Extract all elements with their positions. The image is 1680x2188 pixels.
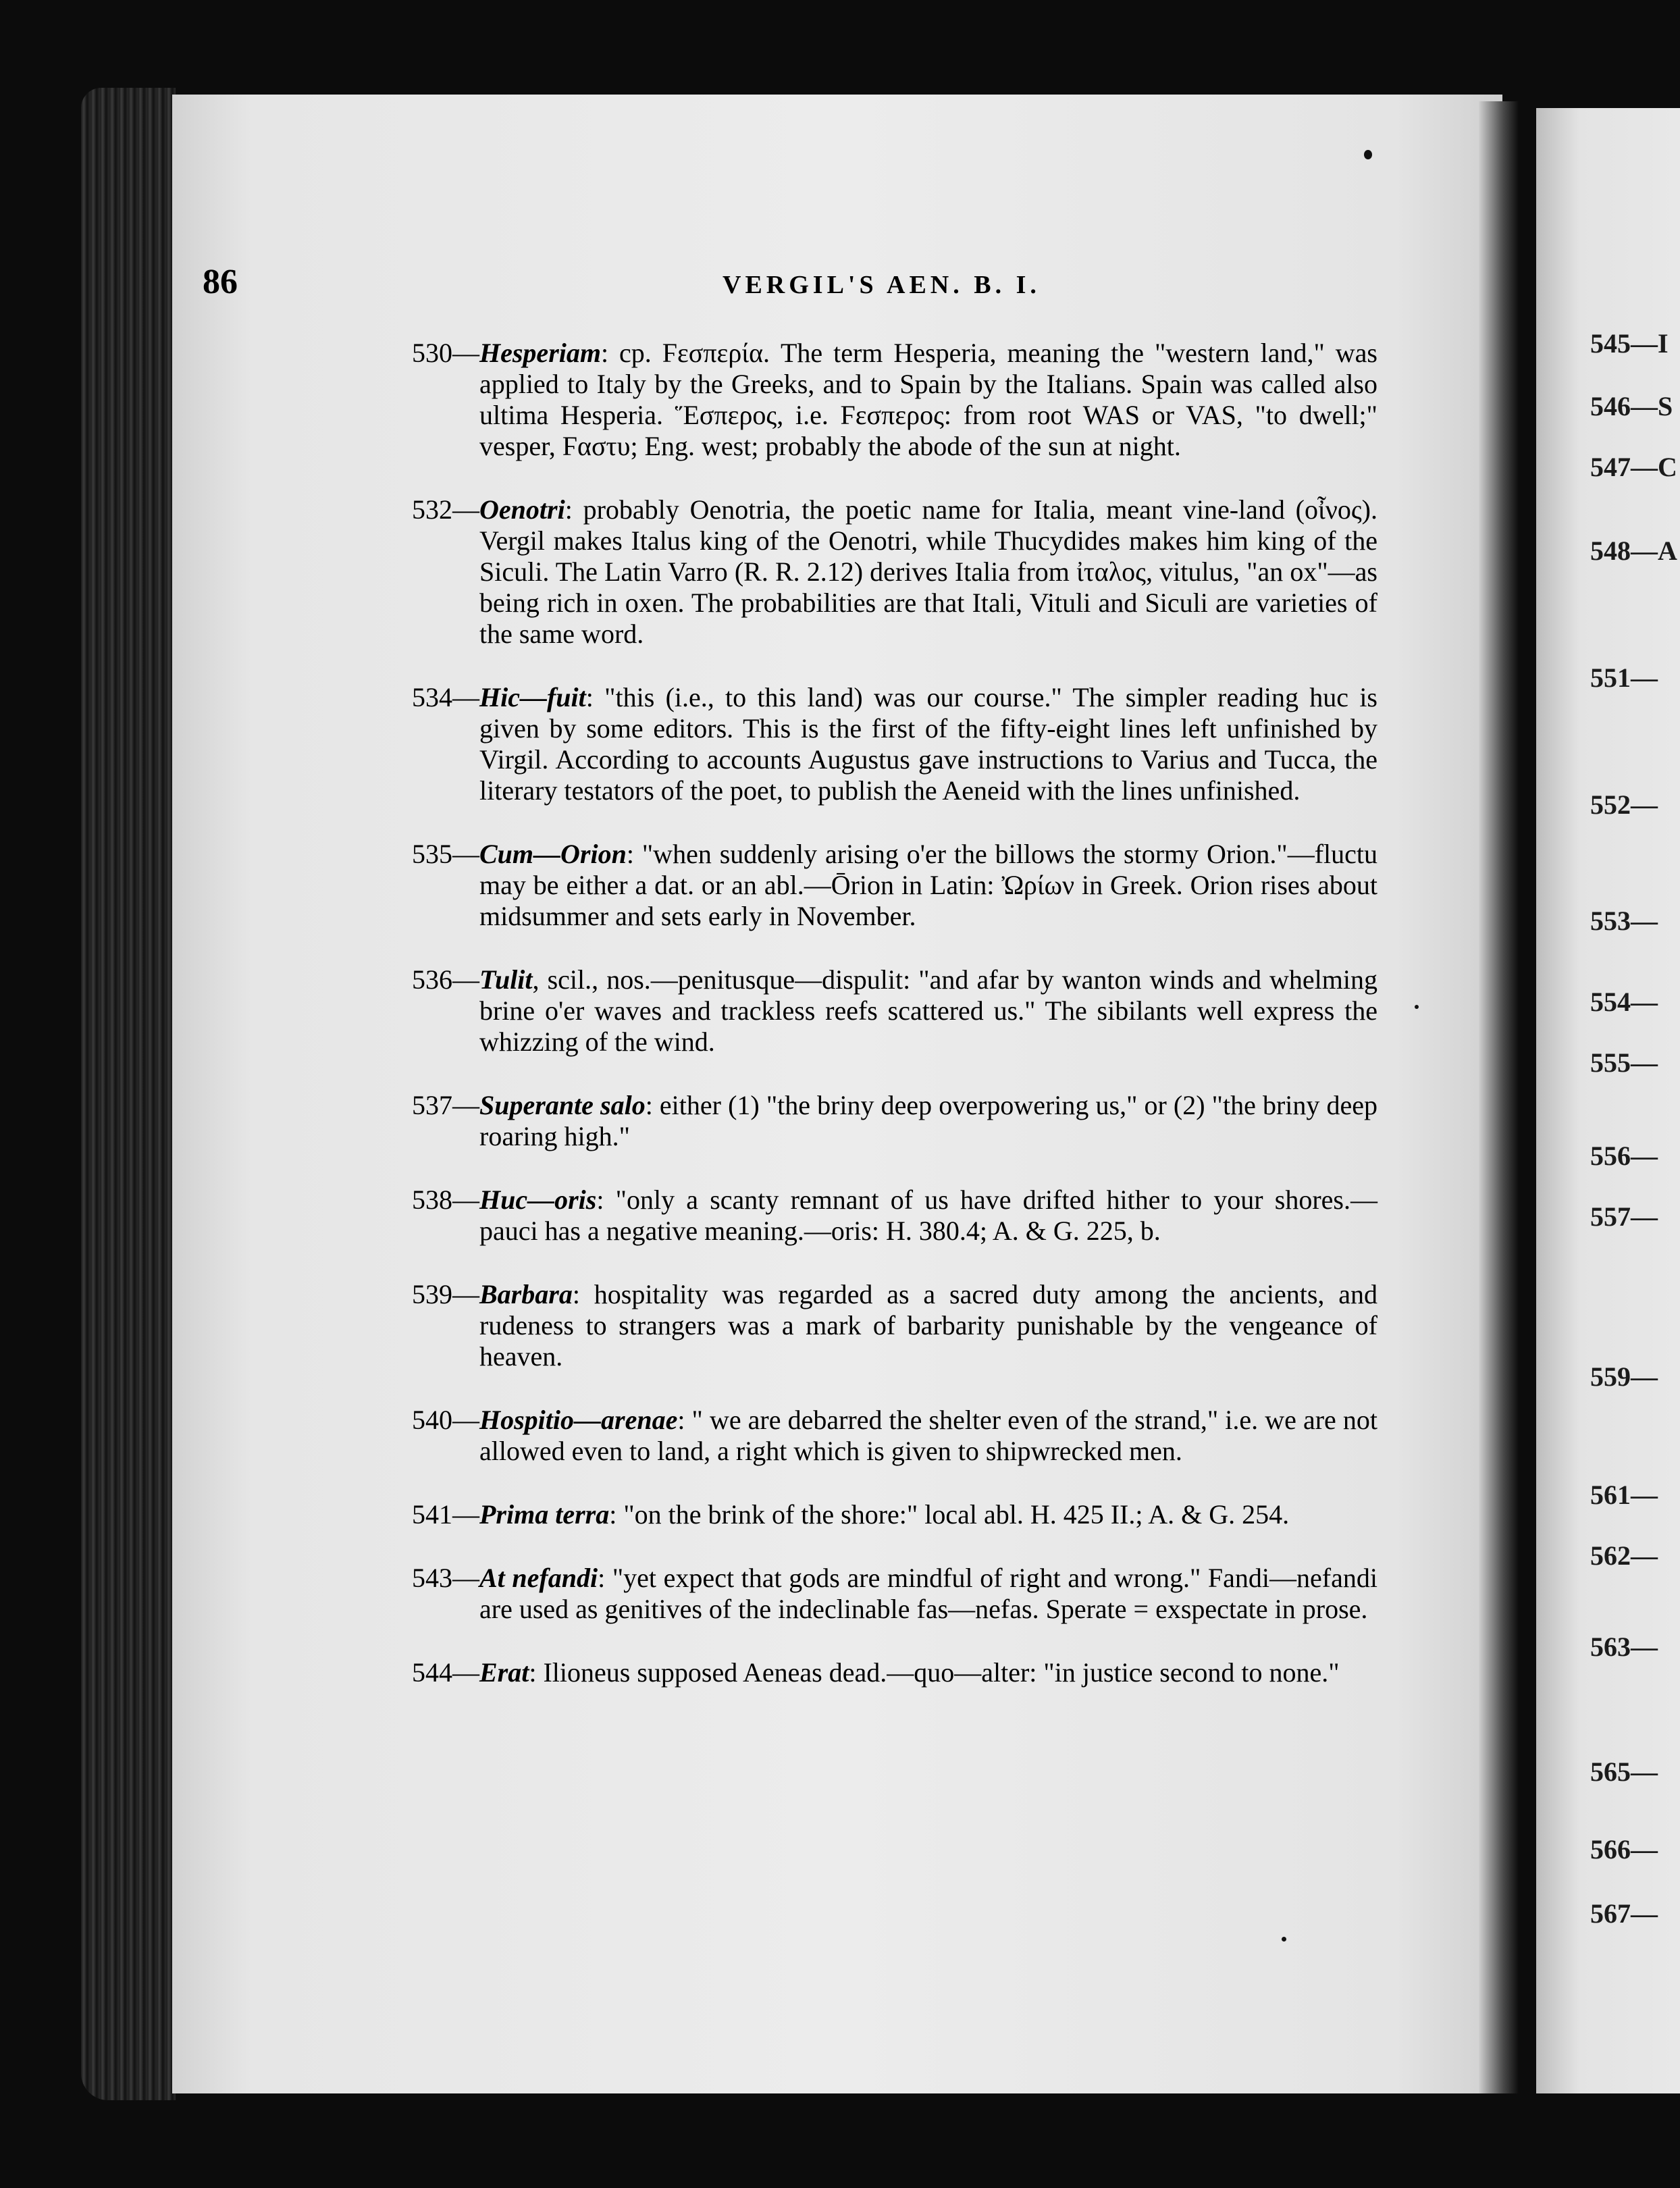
page-number: 86: [203, 263, 238, 301]
note: [378, 1563, 1377, 1625]
lemma: Hospitio—arenae: [479, 1405, 678, 1435]
facing-ref: 567—: [1590, 1898, 1658, 1929]
note-text: : either (1) "the briny deep overpowering us," or (2) "the briny deep roaring high.": [479, 1090, 1378, 1151]
note: [378, 1405, 1377, 1467]
line-ref: 539—: [412, 1279, 479, 1309]
note: [378, 1090, 1377, 1152]
lemma: Prima terra: [479, 1499, 610, 1530]
facing-ref: 563—: [1590, 1632, 1658, 1662]
lemma: Tulit: [479, 964, 533, 995]
lemma: At nefandi: [479, 1563, 598, 1593]
note: [378, 494, 1377, 650]
note-text: , scil., nos.—penitusque—dispulit: "and afar by wanton winds and whelming brine o'er waves and trackless reefs scattered us." The sibilants well express the whizzing of the wind.: [479, 964, 1377, 1057]
note-text: : "when suddenly arising o'er the billows the stormy Orion."—fluctu may be either a dat. or an abl.—Ōrion in Latin: Ὠρίων in Greek. Orion rises about midsummer and sets early in November.: [479, 839, 1377, 931]
line-ref: 534—: [412, 682, 479, 712]
facing-ref: 565—: [1590, 1756, 1658, 1787]
note-text: : "only a scanty remnant of us have drifted hither to your shores.—pauci has a negative meaning.—oris: H. 380.4; A. & G. 225, b.: [479, 1184, 1377, 1246]
ink-speck: [1415, 1005, 1419, 1009]
facing-ref: 554—: [1590, 987, 1658, 1017]
facing-ref: 552—: [1590, 789, 1658, 820]
lemma: Superante salo: [479, 1090, 646, 1120]
note-text: : hospitality was regarded as a sacred duty among the ancients, and rudeness to strangers was a mark of barbarity punishable by the vengeance of heaven.: [479, 1279, 1377, 1372]
lemma: Cum—Orion: [479, 839, 627, 869]
ink-speck: [1364, 150, 1372, 159]
line-ref: 535—: [412, 839, 479, 869]
lemma: Huc—oris: [479, 1184, 597, 1215]
facing-page: [1536, 108, 1680, 2093]
note: [378, 839, 1377, 932]
facing-ref: 548—A: [1590, 536, 1677, 566]
lemma: Barbara: [479, 1279, 573, 1309]
line-ref: 532—: [412, 494, 479, 525]
line-ref: 543—: [412, 1563, 479, 1593]
lemma: Oenotri: [479, 494, 565, 525]
facing-ref: 555—: [1590, 1047, 1658, 1078]
note: [378, 1657, 1377, 1688]
note-text: : " we are debarred the shelter even of the strand," i.e. we are not allowed even to land, a right which is given to shipwrecked men.: [479, 1405, 1377, 1466]
line-ref: 538—: [412, 1184, 479, 1215]
facing-ref: 556—: [1590, 1141, 1658, 1171]
ink-speck: [1282, 1937, 1286, 1942]
note-text: : "yet expect that gods are mindful of right and wrong." Fandi—nefandi are used as genitives of the indeclinable fas—nefas. Sperate = exspectate in prose.: [479, 1563, 1377, 1624]
page-gutter: [1479, 101, 1519, 2093]
note: [378, 1184, 1377, 1247]
note: [378, 1279, 1377, 1372]
facing-ref: 559—: [1590, 1361, 1658, 1392]
facing-ref: 553—: [1590, 906, 1658, 936]
book-edge: [81, 88, 176, 2100]
facing-ref: 561—: [1590, 1480, 1658, 1510]
facing-ref: 551—: [1590, 662, 1658, 693]
note-text: : cp. Ϝεσπερία. The term Hesperia, meaning the "western land," was applied to Italy by the Greeks, and to Spain by the Italians. Spain was called also ultima Hesperia. Ἕσπερος, i.e. Ϝεσπερος: from root WAS or VAS, "to dwell;" vesper, Ϝαστυ; Eng. west; probably the abode of the sun at night.: [479, 338, 1377, 461]
running-title: VERGIL'S AEN. B. I.: [723, 271, 1041, 299]
line-ref: 544—: [412, 1657, 479, 1688]
note-text: : "on the brink of the shore:" local abl. H. 425 II.; A. & G. 254.: [609, 1499, 1290, 1530]
note: [378, 682, 1377, 806]
note: [378, 964, 1377, 1058]
note-text: : "this (i.e., to this land) was our course." The simpler reading huc is given by some editors. This is the first of the fifty-eight lines left unfinished by Virgil. According to accounts Augustus gave instructions to Varius and Tucca, the literary testators of the poet, to publish the Aeneid with the lines unfinished.: [479, 682, 1377, 806]
line-ref: 530—: [412, 338, 479, 368]
note-text: : Ilioneus supposed Aeneas dead.—quo—alter: "in justice second to none.": [529, 1657, 1340, 1688]
line-ref: 537—: [412, 1090, 479, 1120]
facing-ref: 557—: [1590, 1201, 1658, 1232]
line-ref: 541—: [412, 1499, 479, 1530]
facing-ref: 545—I: [1590, 328, 1669, 359]
facing-ref: 566—: [1590, 1834, 1658, 1865]
commentary-notes: [378, 338, 1377, 1721]
lemma: Hesperiam: [479, 338, 601, 368]
facing-ref: 547—C: [1590, 452, 1677, 482]
note: [378, 1499, 1377, 1530]
line-ref: 536—: [412, 964, 479, 995]
lemma: Erat: [479, 1657, 529, 1688]
facing-ref: 562—: [1590, 1540, 1658, 1571]
lemma: Hic—fuit: [479, 682, 586, 712]
note: [378, 338, 1377, 462]
note-text: : probably Oenotria, the poetic name for Italia, meant vine-land (οἶνος). Vergil makes Italus king of the Oenotri, while Thucydides makes him king of the Siculi. The Latin Varro (R. R. 2.12) derives Italia from ἰταλος, vitulus, "an ox"—as being rich in oxen. The probabilities are that Itali, Vituli and Siculi are varieties of the same word.: [479, 494, 1377, 649]
facing-ref: 546—S: [1590, 391, 1673, 421]
line-ref: 540—: [412, 1405, 479, 1435]
